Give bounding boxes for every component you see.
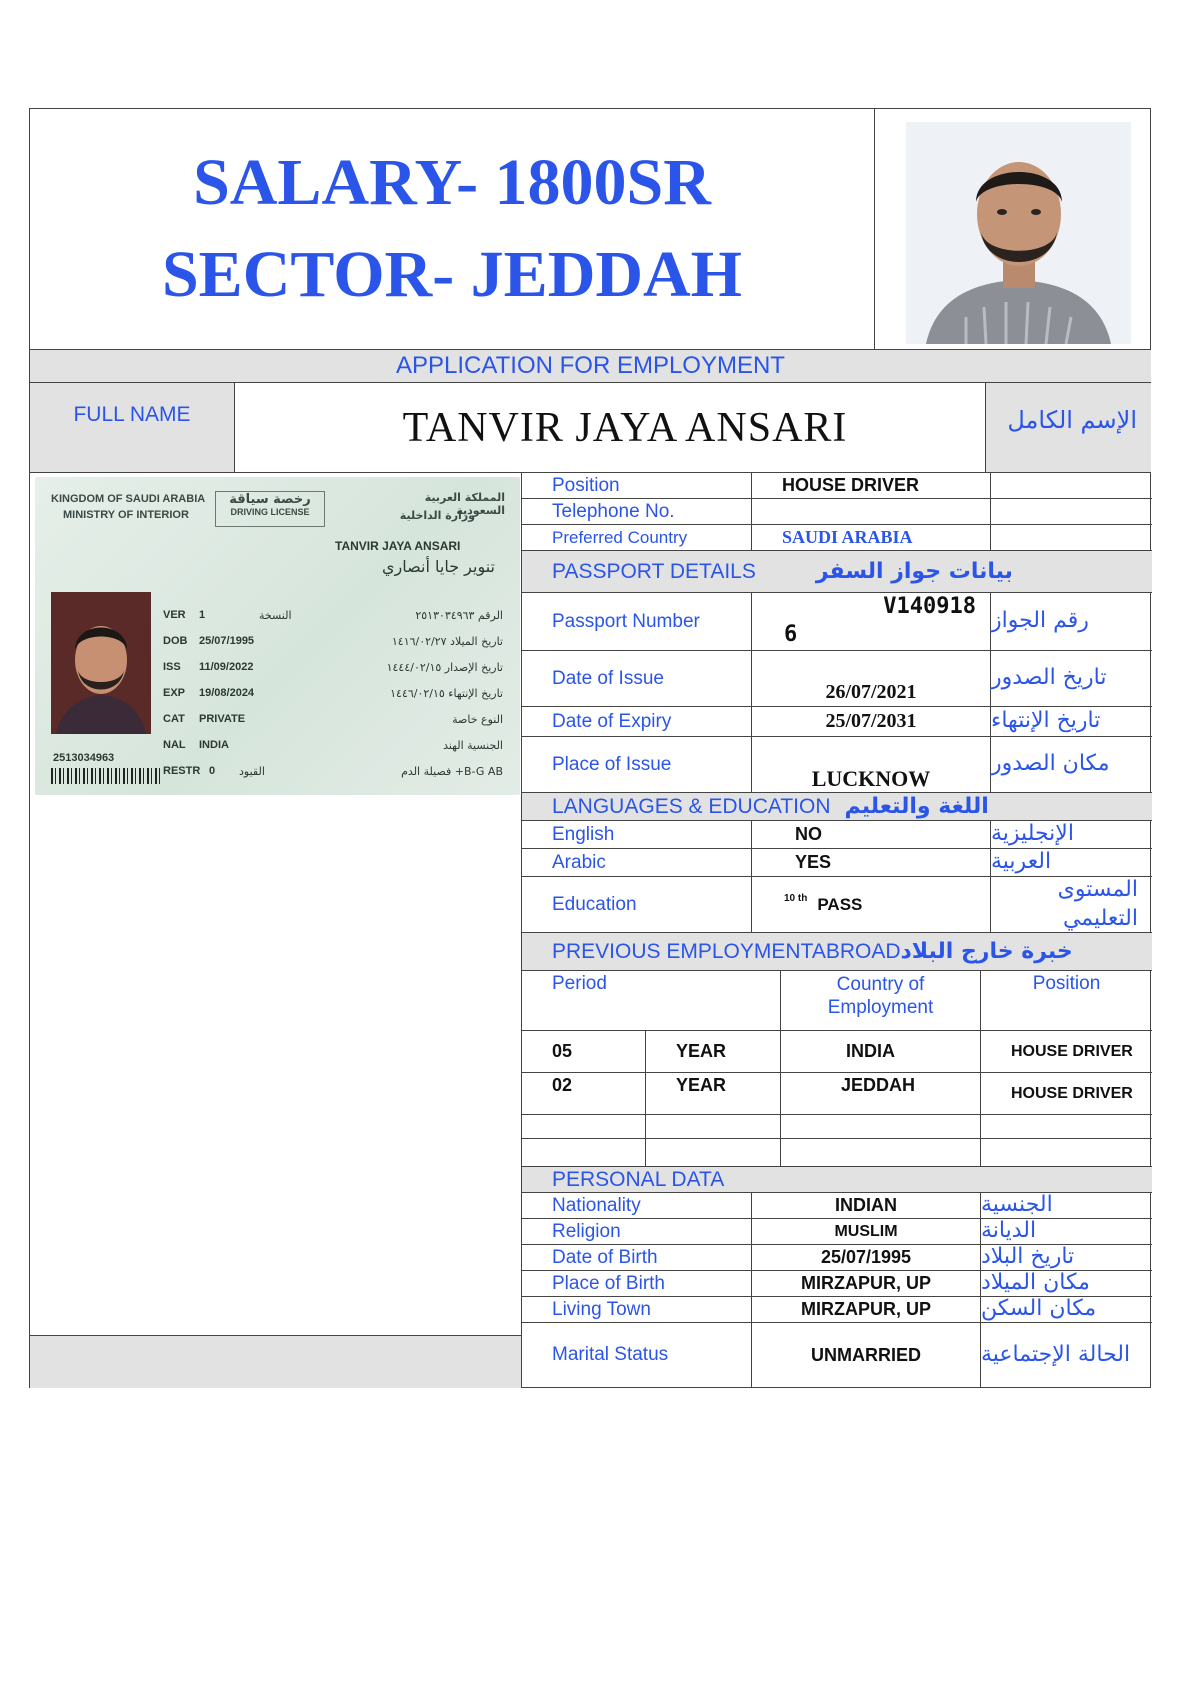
place-of-birth-value: MIRZAPUR, UP: [751, 1271, 980, 1297]
license-field-row: [163, 706, 503, 732]
arabic-value: YES: [751, 849, 990, 877]
employment-row-4-years: [522, 1139, 645, 1167]
religion-value: MUSLIM: [751, 1219, 980, 1245]
preferred-country-label: Preferred Country: [522, 525, 751, 551]
license-field-key: CAT: [163, 713, 185, 725]
license-title: DRIVING LICENSE: [230, 507, 310, 517]
languages-section-title-arabic: اللغة والتعليم: [844, 794, 989, 819]
license-photo: [51, 592, 151, 734]
employment-row-1-unit: YEAR: [645, 1031, 780, 1073]
passport-section-title: PASSPORT DETAILS: [552, 559, 756, 583]
date-of-expiry-arabic-text: تاريخ الإنتهاء: [991, 708, 1101, 734]
english-value: NO: [751, 821, 990, 849]
license-name-arabic: تنوير جايا أنصاري: [382, 557, 495, 576]
education-arabic: [990, 877, 1152, 933]
employment-row-2-years: 02: [522, 1073, 645, 1115]
license-field-value: 19/08/2024: [199, 687, 255, 699]
application-title: APPLICATION FOR EMPLOYMENT: [396, 352, 785, 379]
nationality-arabic: [980, 1193, 1152, 1219]
license-field-value: 11/09/2022: [199, 661, 254, 673]
place-of-birth-arabic: [980, 1271, 1152, 1297]
employment-row-4-unit: [645, 1139, 780, 1167]
license-field-arabic-value: تاريخ الإصدار ١٤٤٤/٠٢/١٥: [386, 660, 503, 674]
marital-status-value: UNMARRIED: [751, 1323, 980, 1387]
date-of-birth-label: Date of Birth: [522, 1245, 751, 1271]
date-of-birth-value: 25/07/1995: [751, 1245, 980, 1271]
marital-status-arabic-text: الحالة الإجتماعية: [981, 1341, 1131, 1367]
place-of-birth-arabic-text: مكان الميلاد: [981, 1270, 1090, 1296]
employment-header-position: Position: [980, 971, 1152, 1031]
date-of-expiry-label: Date of Expiry: [522, 707, 751, 737]
employment-row-1-position: HOUSE DRIVER: [980, 1031, 1152, 1073]
religion-arabic: [980, 1219, 1152, 1245]
passport-number-main: V140918: [883, 594, 976, 619]
employment-row-1-country: INDIA: [780, 1031, 980, 1073]
english-arabic: [990, 821, 1152, 849]
place-of-issue-arabic: [990, 737, 1152, 793]
employment-row-3-unit: [645, 1115, 780, 1139]
nationality-arabic-text: الجنسية: [981, 1192, 1053, 1218]
passport-number-arabic: [990, 593, 1152, 651]
license-fields: [163, 602, 503, 784]
marital-status-label: Marital Status: [552, 1344, 669, 1365]
full-name-value: TANVIR JAYA ANSARI: [402, 404, 848, 451]
employment-section-header: [522, 933, 1152, 971]
license-field-value: 0: [209, 765, 216, 777]
employment-header-period: Period: [522, 971, 780, 1031]
license-field-arabic-value: تاريخ الإنتهاء ١٤٤٦/٠٢/١٥: [390, 686, 503, 700]
license-field-row: [163, 680, 503, 706]
employment-row-2-country: JEDDAH: [780, 1073, 980, 1115]
license-field-row: [163, 732, 503, 758]
living-town-arabic-text: مكان السكن: [981, 1296, 1097, 1322]
license-country: KINGDOM OF SAUDI ARABIA: [51, 493, 206, 505]
education-superscript: 10 th: [784, 893, 808, 904]
arabic-arabic-text: العربية: [991, 849, 1052, 875]
living-town-arabic: [980, 1297, 1152, 1323]
license-barcode: [51, 768, 163, 784]
application-form: [29, 108, 1151, 1388]
date-of-issue-arabic-text: تاريخ الصدور: [991, 665, 1107, 691]
footer-left-blank: [30, 1335, 521, 1388]
full-name-value-cell: [235, 383, 1015, 473]
education-value: PASS: [817, 894, 863, 914]
license-name: TANVIR JAYA ANSARI: [335, 539, 461, 553]
date-of-issue-arabic: [990, 651, 1152, 707]
position-label: Position: [522, 473, 751, 499]
date-of-expiry-value: 25/07/2031: [751, 707, 990, 737]
passport-section-title-arabic: بيانات جواز السفر: [815, 559, 1013, 584]
passport-number-label: Passport Number: [522, 593, 751, 651]
languages-section-header: [522, 793, 1152, 821]
photo-cell: [874, 109, 1151, 349]
employment-row-3-position: [980, 1115, 1152, 1139]
employment-section-title-arabic: خبرة خارج البلاد: [900, 939, 1073, 964]
applicant-photo: [906, 122, 1131, 344]
header-block: [30, 109, 874, 349]
passport-number-tail: 6: [784, 622, 798, 647]
license-field-row: [163, 628, 503, 654]
living-town-value: MIRZAPUR, UP: [751, 1297, 980, 1323]
license-field-arabic-value: B-G AB+ فصيلة الدم: [401, 764, 503, 778]
employment-row-3-years: [522, 1115, 645, 1139]
employment-row-2-position: HOUSE DRIVER: [980, 1073, 1152, 1115]
employment-row-4-country: [780, 1139, 980, 1167]
languages-section-title: LANGUAGES & EDUCATION: [552, 794, 831, 818]
license-field-key: EXP: [163, 687, 186, 699]
education-value-cell: [751, 877, 990, 933]
date-of-issue-value: 26/07/2021: [751, 651, 990, 707]
nationality-value: INDIAN: [751, 1193, 980, 1219]
application-title-bar: [30, 349, 1151, 383]
license-field-arabic: القيود: [239, 764, 265, 778]
telephone-label: Telephone No.: [522, 499, 751, 525]
license-number: 2513034963: [53, 752, 115, 764]
place-of-issue-arabic-text: مكان الصدور: [991, 751, 1110, 777]
place-of-issue-label: Place of Issue: [522, 737, 751, 793]
license-field-row: [163, 758, 503, 784]
date-of-birth-arabic: [980, 1245, 1152, 1271]
license-ministry: MINISTRY OF INTERIOR: [63, 509, 189, 521]
employment-section-title: PREVIOUS EMPLOYMENTABROAD: [552, 939, 901, 963]
license-field-key: DOB: [163, 635, 188, 647]
personal-section-title: PERSONAL DATA: [552, 1167, 725, 1191]
license-field-value: PRIVATE: [199, 713, 246, 725]
nationality-label: Nationality: [522, 1193, 751, 1219]
religion-label: Religion: [522, 1219, 751, 1245]
preferred-country-value: SAUDI ARABIA: [751, 525, 990, 551]
passport-number-arabic-text: رقم الجواز: [991, 608, 1089, 634]
sector-heading: SECTOR- JEDDAH: [161, 238, 743, 311]
arabic-label: Arabic: [522, 849, 751, 877]
full-name-label-cell: [30, 383, 235, 473]
license-field-value: 25/07/1995: [199, 635, 255, 647]
education-label: Education: [522, 877, 751, 933]
license-field-key: VER: [163, 609, 186, 621]
license-field-key: RESTR: [163, 765, 201, 777]
employment-row-2-unit: YEAR: [645, 1073, 780, 1115]
english-arabic-text: الإنجليزية: [991, 821, 1074, 847]
license-field-arabic: النسخة: [259, 608, 292, 622]
telephone-value: [751, 499, 990, 525]
employment-row-3-country: [780, 1115, 980, 1139]
license-field-row: [163, 654, 503, 680]
personal-section-header: [522, 1167, 1152, 1193]
license-field-arabic-value: الجنسية الهند: [443, 738, 503, 752]
position-value: HOUSE DRIVER: [751, 473, 990, 499]
license-title-box: [215, 491, 325, 527]
license-field-row: [163, 602, 503, 628]
telephone-arabic-blank: [990, 499, 1152, 525]
full-name-arabic: الإسم الكامل: [985, 383, 1151, 473]
passport-section-header: [522, 551, 1152, 593]
date-of-expiry-arabic: [990, 707, 1152, 737]
preferred-country-arabic-blank: [990, 525, 1152, 551]
license-country-arabic: المملكة العربية السعودية: [424, 491, 505, 517]
license-field-key: NAL: [163, 739, 186, 751]
license-field-arabic-value: النوع خاصة: [452, 712, 503, 726]
license-field-arabic-value: الرقم ٢٥١٣٠٣٤٩٦٣: [415, 608, 503, 622]
english-label: English: [522, 821, 751, 849]
employment-row-1-years: 05: [522, 1031, 645, 1073]
full-name-label: FULL NAME: [73, 403, 191, 426]
employment-header-country: Country of Employment: [780, 971, 980, 1031]
driving-license-card: [35, 477, 520, 795]
license-field-value: 1: [199, 609, 206, 621]
religion-arabic-text: الديانة: [981, 1218, 1037, 1244]
position-arabic-blank: [990, 473, 1152, 499]
employment-row-4-position: [980, 1139, 1152, 1167]
details-panel: [521, 473, 1151, 1388]
license-field-arabic-value: تاريخ الميلاد ١٤١٦/٠٢/٢٧: [391, 634, 503, 648]
place-of-birth-label: Place of Birth: [522, 1271, 751, 1297]
license-field-value: INDIA: [199, 739, 229, 751]
license-title-arabic: رخصة سياقة: [229, 492, 311, 507]
education-arabic-text: المستوى التعليمي: [1057, 876, 1138, 931]
salary-heading: SALARY- 1800SR: [193, 146, 711, 219]
date-of-birth-arabic-text: تاريخ البلاد: [981, 1244, 1075, 1270]
date-of-issue-label: Date of Issue: [522, 651, 751, 707]
place-of-issue-value: LUCKNOW: [751, 737, 990, 793]
passport-number-value: [751, 593, 990, 651]
license-field-key: ISS: [163, 661, 181, 673]
arabic-arabic: [990, 849, 1152, 877]
living-town-label: Living Town: [522, 1297, 751, 1323]
license-ministry-arabic: وزارة الداخلية: [399, 509, 475, 522]
marital-status-arabic: [980, 1323, 1152, 1387]
